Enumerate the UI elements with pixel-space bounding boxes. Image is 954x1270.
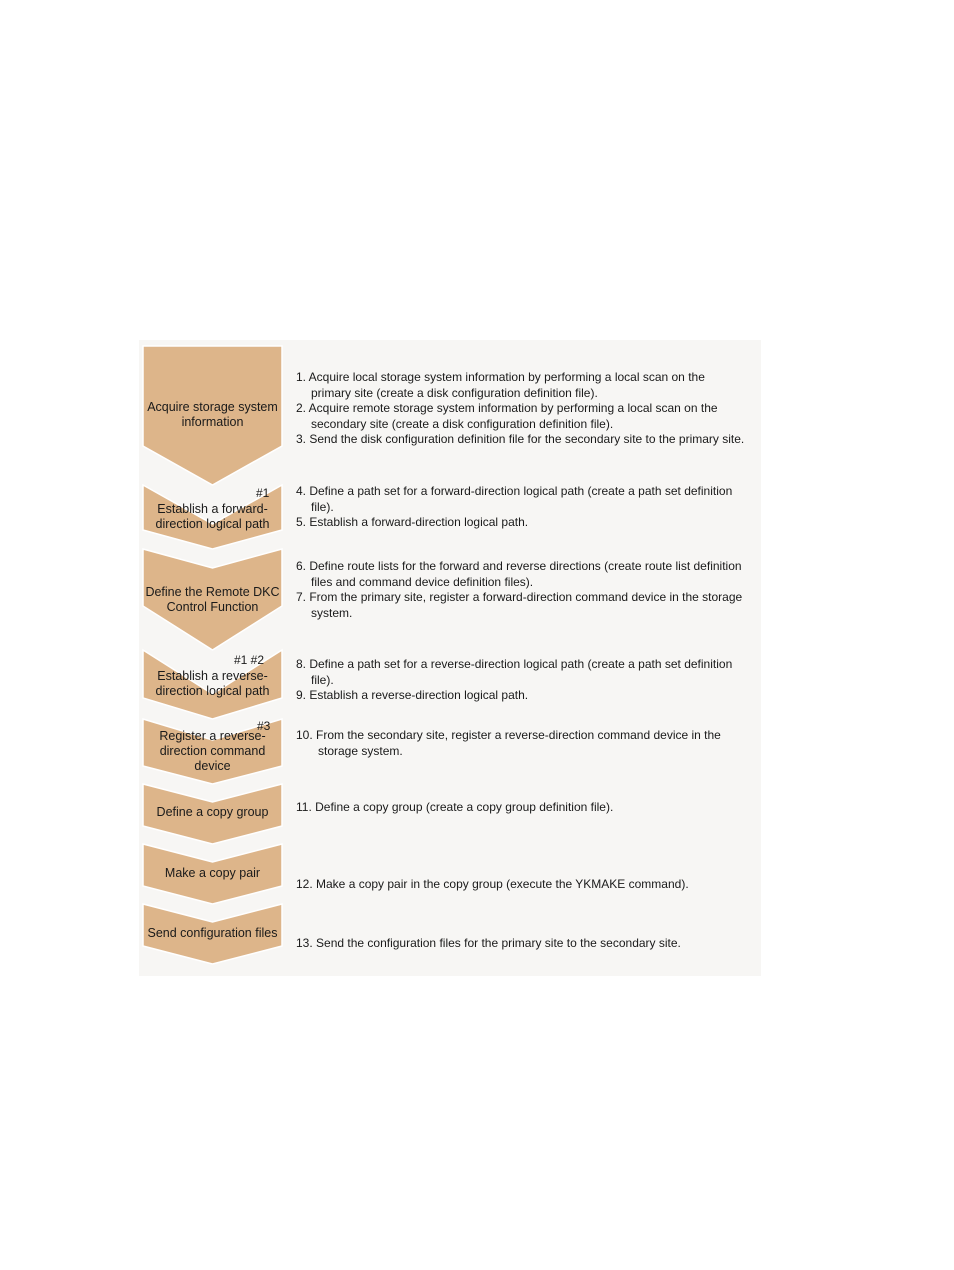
description-3: 3. Send the disk configuration definition file for the secondary site to the primary site. bbox=[296, 432, 745, 446]
step-2-description bbox=[296, 484, 746, 531]
step-5-description bbox=[296, 728, 746, 759]
description-12: 12. Make a copy pair in the copy group (execute the YKMAKE command). bbox=[296, 877, 689, 891]
description-10: 10. From the secondary site, register a reverse-direction command device in the storage system. bbox=[296, 728, 721, 758]
step-3-label: Define the Remote DKC Control Function bbox=[145, 585, 280, 614]
description-8: 8. Define a path set for a reverse-direction logical path (create a path set definition file). bbox=[296, 657, 733, 687]
step-4-markers: #1 #2 bbox=[234, 653, 265, 667]
step-7-label: Make a copy pair bbox=[164, 866, 261, 880]
step-6-description bbox=[296, 800, 746, 816]
step-5-markers: #3 bbox=[257, 719, 271, 733]
step-3-description bbox=[296, 559, 746, 621]
step-5-label: Register a reverse- direction command device bbox=[159, 729, 266, 773]
description-1: 1. Acquire local storage system information by performing a local scan on the primary site (create a disk configuration definition file). bbox=[296, 370, 705, 400]
description-13: 13. Send the configuration files for the primary site to the secondary site. bbox=[296, 936, 681, 950]
description-2: 2. Acquire remote storage system information by performing a local scan on the secondary site (create a disk configuration definition file). bbox=[296, 401, 718, 431]
step-7-description bbox=[296, 877, 746, 893]
description-5: 5. Establish a forward-direction logical path. bbox=[296, 515, 529, 529]
step-6-label: Define a copy group bbox=[156, 805, 269, 819]
description-6: 6. Define route lists for the forward and reverse directions (create route list definition files and command device definition files). bbox=[296, 559, 742, 589]
step-4-label: Establish a reverse- direction logical path bbox=[155, 669, 270, 698]
description-9: 9. Establish a reverse-direction logical path. bbox=[296, 688, 529, 702]
step-8-description bbox=[296, 936, 746, 952]
step-4-description bbox=[296, 657, 746, 704]
step-8-label: Send configuration files bbox=[147, 926, 278, 940]
description-4: 4. Define a path set for a forward-direction logical path (create a path set definition file). bbox=[296, 484, 733, 514]
description-11: 11. Define a copy group (create a copy group definition file). bbox=[296, 800, 614, 814]
description-7: 7. From the primary site, register a forward-direction command device in the storage system. bbox=[296, 590, 743, 620]
step-1-label: Acquire storage system information bbox=[147, 400, 278, 429]
step-2-label: Establish a forward- direction logical path bbox=[155, 502, 270, 531]
step-1-description bbox=[296, 370, 746, 448]
step-2-markers: #1 bbox=[256, 486, 270, 500]
